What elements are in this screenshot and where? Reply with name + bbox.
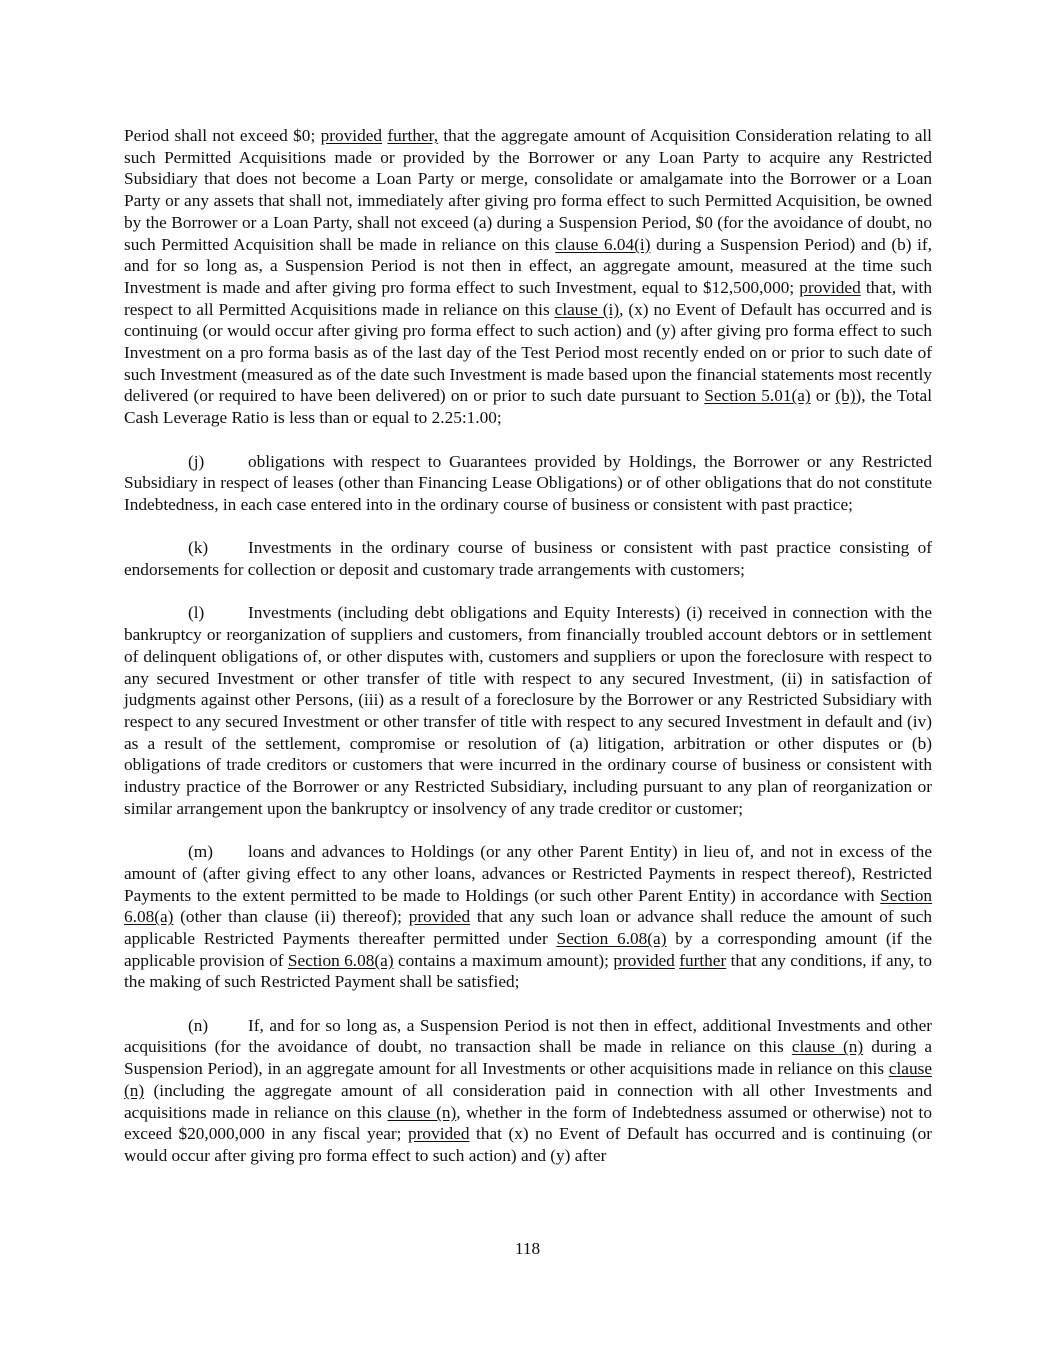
text-run: that any conditions, if any, to the making of such Restricted Payment shall be satisfied; xyxy=(124,950,932,992)
cross-reference: provided xyxy=(320,126,383,145)
text-run: , whether in the form of Indebtedness assumed or otherwise) not to exceed $20,000,000 in any fiscal year; xyxy=(124,1102,932,1144)
text-run: (other than clause (ii) thereof); xyxy=(173,907,409,927)
text-run: that any such loan or advance shall reduce the amount of such applicable Restricted Payments thereafter permitted under xyxy=(124,907,933,948)
cross-reference: clause 6.04(i) xyxy=(555,234,651,254)
text-run: that (x) no Event of Default has occurred and is continuing (or would occur after giving pro forma effect to such action) and (y) after xyxy=(124,1124,932,1165)
text-run: loans and advances to Holdings (or any other Parent Entity) in lieu of, and not in excess of the amount of (after giving effect to any other loans, advances or Restricted Payments in respect thereof), Restricted Payments to the extent permitted to be made to Holdings (or such other Parent Entity) in accordance with xyxy=(124,842,932,905)
text-run: or xyxy=(810,386,836,406)
text-run: that, with respect to all Permitted Acquisitions made in reliance on this xyxy=(124,277,932,319)
cross-reference: provided xyxy=(799,277,861,297)
text-run: obligations with respect to Guarantees provided by Holdings, the Borrower or any Restricted Subsidiary in respect of leases (other than Financing Lease Obligations) or of other obligations that do not constitute Indebtedness, in each case entered into in the ordinary course of business or consistent with past practice; xyxy=(124,451,932,514)
paragraph-l xyxy=(124,602,932,819)
paragraph-n xyxy=(124,1015,932,1167)
text-run: contains a maximum amount); xyxy=(393,950,614,970)
text-run: If, and for so long as, a Suspension Period is not then in effect, additional Investments and other acquisitions (for the avoidance of doubt, no transaction shall be made in reliance on this xyxy=(124,1015,932,1057)
clause-label: (n) xyxy=(188,1015,209,1035)
cross-reference: further xyxy=(679,950,727,970)
cross-reference: clause (n) xyxy=(387,1102,457,1122)
cross-reference: Section 6.08(a) xyxy=(287,950,394,970)
cross-reference: Section 6.08(a) xyxy=(124,885,932,927)
cross-reference: Section 6.08(a) xyxy=(556,928,667,948)
cross-reference: provided xyxy=(408,907,471,927)
text-run: during a Suspension Period) and (b) if, and for so long as, a Suspension Period is not then in effect, an aggregate amount, measured at the time such Investment is made and after giving pro forma effect to such Investment, equal to $12,500,000; xyxy=(124,234,932,297)
text-run: Period shall not exceed $0; xyxy=(124,126,321,145)
cross-reference: further, xyxy=(387,126,439,145)
text-run: Investments (including debt obligations and Equity Interests) (i) received in connection with the bankruptcy or reorganization of suppliers and customers, from financially troubled account debtors or in settlement of delinquent obligations of, or other disputes with, customers and suppliers or upon the foreclosure with respect to any secured Investment or other transfer of title with respect to any secured Investment, (ii) in satisfaction of judgments against other Persons, (iii) as a result of a foreclosure by the Borrower or any Restricted Subsidiary with respect to any secured Investment or other transfer of title with respect to any secured Investment in default and (iv) as a result of the settlement, compromise or resolution of (a) litigation, arbitration or other disputes or (b) obligations of trade creditors or customers that were incurred in the ordinary course of business or consistent with industry practice of the Borrower or any Restricted Subsidiary, including pursuant to any plan of reorganization or similar arrangement upon the bankruptcy or insolvency of any trade creditor or customer; xyxy=(124,603,932,818)
clause-label: (m) xyxy=(188,842,213,862)
cross-reference: provided xyxy=(408,1124,470,1144)
text-run: that the aggregate amount of Acquisition Consideration relating to all such Permitted Acquisitions made or provided by the Borrower or any Loan Party to acquire any Restricted Subsidiary that does not become a Loan Party or merge, consolidate or amalgamate into the Borrower or a Loan Party or any assets that shall not, immediately after giving pro forma effect to such Permitted Acquisition, be owned by the Borrower or a Loan Party, shall not exceed (a) during a Suspension Period, $0 (for the avoidance of doubt, no such Permitted Acquisition shall be made in reliance on this xyxy=(124,126,932,254)
paragraph-k xyxy=(124,537,932,580)
cross-reference: clause (i) xyxy=(554,299,620,319)
clause-label: (l) xyxy=(188,603,205,623)
cross-reference: (b) xyxy=(835,386,856,406)
clause-label: (j) xyxy=(188,451,205,471)
cross-reference: clause (n) xyxy=(124,1059,932,1100)
text-run: Investments in the ordinary course of business or consistent with past practice consisting of endorsements for collection or deposit and customary trade arrangements with customers; xyxy=(124,538,932,580)
page-number: 118 xyxy=(514,1239,541,1258)
text-run: (including the aggregate amount of all consideration paid in connection with all other Investments and acquisitions made in reliance on this xyxy=(124,1080,932,1122)
text-run: by a corresponding amount (if the applicable provision of xyxy=(124,928,933,970)
document-body xyxy=(124,125,932,1188)
paragraph-continuation xyxy=(124,125,932,429)
clause-label: (k) xyxy=(188,538,209,558)
text-run: ), the Total Cash Leverage Ratio is less than or equal to 2.25:1.00; xyxy=(124,386,932,428)
paragraph-m xyxy=(124,841,932,993)
text-run: , (x) no Event of Default has occurred and is continuing (or would occur after giving pro forma effect to such action) and (y) after giving pro forma effect to such Investment on a pro forma basis as of the last day of the Test Period most recently ended on or prior to such date of such Investment (measured as of the date such Investment is made based upon the financial statements most recently delivered (or required to have been delivered) on or prior to such date pursuant to xyxy=(124,299,932,406)
cross-reference: provided xyxy=(613,950,675,970)
cross-reference: Section 5.01(a) xyxy=(704,386,811,406)
paragraph-j xyxy=(124,451,932,516)
text-run: during a Suspension Period), in an aggregate amount for all Investments or other acquisitions made in reliance on this xyxy=(124,1037,932,1079)
cross-reference: clause (n) xyxy=(791,1037,864,1057)
